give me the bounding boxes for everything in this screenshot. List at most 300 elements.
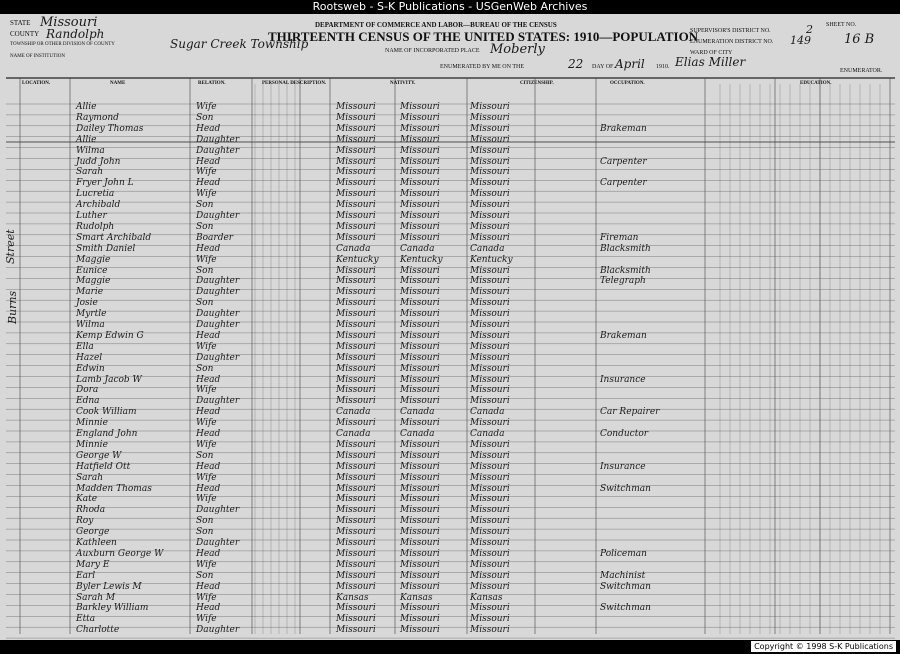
father-birthplace: Missouri (400, 570, 440, 581)
birthplace: Missouri (336, 538, 376, 548)
enumerated-label: ENUMERATED BY ME ON THE (440, 64, 524, 70)
father-birthplace: Missouri (400, 559, 440, 570)
township-label: TOWNSHIP OR OTHER DIVISION OF COUNTY (10, 42, 115, 47)
relation: Head (196, 123, 221, 134)
birthplace: Canada (336, 243, 371, 254)
occupation: Car Repairer (600, 407, 660, 418)
mother-birthplace: Missouri (470, 167, 510, 178)
occupation: Switchman (600, 581, 651, 592)
mother-birthplace: Missouri (470, 123, 510, 134)
birthplace: Missouri (336, 145, 376, 156)
relation: Son (196, 363, 214, 374)
census-grid (0, 14, 900, 640)
mother-birthplace: Missouri (470, 494, 510, 505)
person-name: Fryer John L (76, 178, 134, 189)
mother-birthplace: Missouri (470, 265, 510, 276)
father-birthplace: Missouri (400, 516, 440, 527)
mother-birthplace: Missouri (470, 330, 510, 341)
occupation: Blacksmith (600, 265, 651, 276)
relation: Wife (196, 559, 217, 570)
father-birthplace: Missouri (400, 265, 440, 276)
birthplace: Missouri (336, 287, 376, 298)
person-name: George (76, 527, 110, 538)
mother-birthplace: Missouri (470, 505, 510, 516)
father-birthplace: Missouri (400, 112, 440, 123)
person-name: Dora (76, 385, 99, 396)
person-name: Sarah (76, 472, 103, 483)
mother-birthplace: Missouri (470, 298, 510, 309)
mother-birthplace: Missouri (470, 439, 510, 450)
father-birthplace: Missouri (400, 232, 440, 243)
person-name: Allie (76, 134, 97, 145)
sheet-label: SHEET NO. (826, 22, 857, 28)
father-birthplace: Missouri (400, 418, 440, 429)
mother-birthplace: Missouri (470, 461, 510, 472)
relation: Head (196, 603, 221, 614)
mother-birthplace: Missouri (470, 352, 510, 363)
person-name: Marie (76, 287, 104, 298)
mother-birthplace: Missouri (470, 581, 510, 592)
relation: Wife (196, 418, 217, 429)
relation: Head (196, 330, 221, 341)
relation: Boarder (196, 232, 234, 243)
incorporated-place-value: Moberly (490, 42, 545, 57)
occupation: Conductor (600, 429, 649, 439)
relation: Daughter (196, 352, 240, 363)
relation: Head (196, 461, 221, 472)
relation: Wife (196, 592, 217, 603)
birthplace: Missouri (336, 559, 376, 570)
person-name: Lucretia (76, 189, 115, 200)
birthplace: Missouri (336, 156, 376, 167)
mother-birthplace: Missouri (470, 559, 510, 570)
birthplace: Missouri (336, 548, 376, 559)
mother-birthplace: Missouri (470, 211, 510, 221)
father-birthplace: Missouri (400, 200, 440, 211)
birthplace: Missouri (336, 320, 376, 330)
relation: Son (196, 527, 214, 538)
mother-birthplace: Missouri (470, 527, 510, 538)
relation: Son (196, 570, 214, 581)
father-birthplace: Missouri (400, 330, 440, 341)
department-line: DEPARTMENT OF COMMERCE AND LABOR—BUREAU OF THE CENSUS (315, 21, 557, 29)
birthplace: Missouri (336, 439, 376, 450)
father-birthplace: Missouri (400, 298, 440, 309)
mother-birthplace: Missouri (470, 396, 510, 407)
mother-birthplace: Missouri (470, 178, 510, 189)
copyright-notice: Copyright © 1998 S-K Publications (751, 641, 896, 652)
birthplace: Missouri (336, 625, 376, 636)
county-value: Randolph (46, 27, 105, 41)
mother-birthplace: Missouri (470, 320, 510, 330)
birthplace: Missouri (336, 418, 376, 429)
occupation: Insurance (600, 461, 646, 472)
father-birthplace: Missouri (400, 363, 440, 374)
father-birthplace: Missouri (400, 439, 440, 450)
column-header: NAME (110, 81, 126, 86)
relation: Daughter (196, 625, 240, 636)
mother-birthplace: Missouri (470, 156, 510, 167)
person-name: Luther (76, 211, 107, 221)
mother-birthplace: Missouri (470, 570, 510, 581)
person-name: Barkley William (76, 603, 149, 614)
mother-birthplace: Missouri (470, 309, 510, 320)
relation: Daughter (196, 287, 240, 298)
birthplace: Missouri (336, 112, 376, 123)
birthplace: Canada (336, 429, 371, 439)
person-name: Kate (76, 494, 98, 505)
person-name: England John (76, 429, 138, 439)
father-birthplace: Canada (400, 407, 435, 418)
ward-label: WARD OF CITY (690, 50, 733, 56)
column-header: EDUCATION. (800, 81, 832, 86)
father-birthplace: Missouri (400, 614, 440, 625)
relation: Head (196, 374, 221, 385)
father-birthplace: Missouri (400, 603, 440, 614)
mother-birthplace: Missouri (470, 276, 510, 287)
mother-birthplace: Missouri (470, 145, 510, 156)
day-of-label: DAY OF (592, 64, 614, 70)
father-birthplace: Missouri (400, 102, 440, 112)
father-birthplace: Missouri (400, 385, 440, 396)
mother-birthplace: Missouri (470, 516, 510, 527)
birthplace: Missouri (336, 352, 376, 363)
person-name: Judd John (76, 156, 121, 167)
person-name: Wilma (76, 320, 105, 330)
mother-birthplace: Missouri (470, 548, 510, 559)
father-birthplace: Missouri (400, 309, 440, 320)
relation: Wife (196, 439, 217, 450)
mother-birthplace: Missouri (470, 363, 510, 374)
father-birthplace: Missouri (400, 374, 440, 385)
column-header: LOCATION. (22, 81, 51, 86)
person-name: Rhoda (76, 505, 106, 516)
person-name: Minnie (76, 418, 108, 429)
occupation: Blacksmith (600, 243, 651, 254)
father-birthplace: Missouri (400, 123, 440, 134)
father-birthplace: Missouri (400, 450, 440, 461)
birthplace: Missouri (336, 396, 376, 407)
mother-birthplace: Kansas (470, 592, 503, 603)
mother-birthplace: Missouri (470, 287, 510, 298)
person-name: Madden Thomas (76, 483, 152, 494)
father-birthplace: Missouri (400, 287, 440, 298)
birthplace: Missouri (336, 211, 376, 221)
person-name: Myrtle (76, 309, 107, 320)
occupation: Carpenter (600, 156, 647, 167)
mother-birthplace: Missouri (470, 374, 510, 385)
census-sheet-image (0, 14, 900, 640)
person-name: Raymond (76, 112, 119, 123)
column-header: OCCUPATION. (610, 81, 645, 86)
birthplace: Missouri (336, 298, 376, 309)
birthplace: Missouri (336, 221, 376, 232)
birthplace: Missouri (336, 483, 376, 494)
father-birthplace: Missouri (400, 483, 440, 494)
mother-birthplace: Missouri (470, 483, 510, 494)
relation: Son (196, 112, 214, 123)
father-birthplace: Missouri (400, 178, 440, 189)
column-header: NATIVITY. (390, 81, 416, 86)
relation: Wife (196, 472, 217, 483)
birthplace: Missouri (336, 374, 376, 385)
mother-birthplace: Missouri (470, 200, 510, 211)
father-birthplace: Missouri (400, 625, 440, 636)
person-name: Edwin (76, 363, 105, 374)
relation: Daughter (196, 145, 240, 156)
father-birthplace: Canada (400, 243, 435, 254)
person-name: Hatfield Ott (76, 461, 131, 472)
relation: Daughter (196, 538, 240, 548)
mother-birthplace: Missouri (470, 603, 510, 614)
father-birthplace: Missouri (400, 396, 440, 407)
mother-birthplace: Missouri (470, 112, 510, 123)
mother-birthplace: Missouri (470, 614, 510, 625)
census-title: THIRTEENTH CENSUS OF THE UNITED STATES: 1910—POPULATION (268, 29, 699, 44)
person-name: Eunice (76, 265, 108, 276)
township-value: Sugar Creek Township (170, 37, 309, 51)
birthplace: Missouri (336, 363, 376, 374)
father-birthplace: Missouri (400, 145, 440, 156)
father-birthplace: Missouri (400, 320, 440, 330)
person-name: Maggie (76, 276, 111, 287)
father-birthplace: Missouri (400, 352, 440, 363)
birthplace: Missouri (336, 450, 376, 461)
person-name: Kathleen (76, 538, 117, 548)
relation: Wife (196, 189, 217, 200)
father-birthplace: Missouri (400, 461, 440, 472)
birthplace: Missouri (336, 123, 376, 134)
mother-birthplace: Kentucky (470, 254, 513, 265)
relation: Head (196, 581, 221, 592)
father-birthplace: Missouri (400, 276, 440, 287)
person-name: Mary E (76, 559, 110, 570)
father-birthplace: Missouri (400, 505, 440, 516)
person-name: Roy (76, 516, 94, 527)
father-birthplace: Missouri (400, 341, 440, 352)
incorporated-place-label: NAME OF INCORPORATED PLACE (385, 48, 480, 54)
birthplace: Canada (336, 407, 371, 418)
father-birthplace: Missouri (400, 189, 440, 200)
father-birthplace: Kentucky (400, 254, 443, 265)
father-birthplace: Missouri (400, 134, 440, 145)
father-birthplace: Missouri (400, 156, 440, 167)
relation: Head (196, 156, 221, 167)
mother-birthplace: Missouri (470, 102, 510, 112)
relation: Daughter (196, 320, 240, 330)
state-label: STATE (10, 19, 31, 27)
mother-birthplace: Missouri (470, 134, 510, 145)
person-name: Edna (76, 396, 100, 407)
enumerator-signature: Elias Miller (675, 55, 746, 69)
relation: Wife (196, 102, 217, 112)
relation: Son (196, 221, 214, 232)
sheet-value: 16 B (844, 32, 875, 47)
relation: Son (196, 200, 214, 211)
relation: Wife (196, 341, 217, 352)
birthplace: Missouri (336, 527, 376, 538)
birthplace: Missouri (336, 200, 376, 211)
relation: Daughter (196, 134, 240, 145)
person-name: Sarah (76, 167, 103, 178)
person-name: Etta (76, 614, 96, 625)
birthplace: Missouri (336, 232, 376, 243)
person-name: Cook William (76, 407, 137, 418)
mother-birthplace: Missouri (470, 625, 510, 636)
person-name: Dailey Thomas (76, 123, 144, 134)
father-birthplace: Canada (400, 429, 435, 439)
person-name: Sarah M (76, 592, 116, 603)
occupation: Carpenter (600, 178, 647, 189)
relation: Son (196, 298, 214, 309)
mother-birthplace: Canada (470, 429, 505, 439)
relation: Daughter (196, 396, 240, 407)
occupation: Telegraph (600, 276, 646, 287)
relation: Daughter (196, 309, 240, 320)
enumerated-day: 22 (568, 57, 584, 71)
birthplace: Missouri (336, 516, 376, 527)
person-name: Auxburn George W (76, 548, 164, 559)
birthplace: Missouri (336, 265, 376, 276)
institution-label: NAME OF INSTITUTION (10, 54, 65, 59)
person-name: Rudolph (76, 221, 115, 232)
relation: Head (196, 243, 221, 254)
birthplace: Missouri (336, 570, 376, 581)
county-label: COUNTY (10, 30, 40, 38)
relation: Son (196, 450, 214, 461)
birthplace: Missouri (336, 603, 376, 614)
birthplace: Missouri (336, 178, 376, 189)
person-name: Kemp Edwin G (76, 330, 144, 341)
side-note-burns: Burns (6, 290, 19, 324)
relation: Head (196, 429, 221, 439)
occupation: Switchman (600, 603, 651, 614)
relation: Wife (196, 385, 217, 396)
person-name: George W (76, 450, 122, 461)
person-name: Smart Archibald (76, 232, 152, 243)
mother-birthplace: Missouri (470, 418, 510, 429)
enumeration-value: 149 (790, 34, 811, 47)
mother-birthplace: Canada (470, 407, 505, 418)
birthplace: Missouri (336, 102, 376, 112)
mother-birthplace: Missouri (470, 472, 510, 483)
side-note-street: Street (4, 229, 17, 264)
birthplace: Missouri (336, 614, 376, 625)
father-birthplace: Missouri (400, 167, 440, 178)
relation: Head (196, 407, 221, 418)
birthplace: Missouri (336, 341, 376, 352)
father-birthplace: Missouri (400, 221, 440, 232)
person-name: Allie (76, 102, 97, 112)
person-name: Charlotte (76, 625, 120, 636)
person-name: Maggie (76, 254, 111, 265)
occupation: Insurance (600, 374, 646, 385)
birthplace: Missouri (336, 167, 376, 178)
father-birthplace: Missouri (400, 538, 440, 548)
birthplace: Missouri (336, 581, 376, 592)
birthplace: Missouri (336, 276, 376, 287)
person-name: Hazel (76, 352, 103, 363)
mother-birthplace: Missouri (470, 450, 510, 461)
supervisor-label: SUPERVISOR'S DISTRICT NO. (690, 28, 771, 34)
relation: Head (196, 178, 221, 189)
person-name: Minnie (76, 439, 108, 450)
father-birthplace: Missouri (400, 472, 440, 483)
occupation: Brakeman (600, 330, 647, 341)
footer-bar (0, 640, 900, 654)
column-header: PERSONAL DESCRIPTION. (262, 81, 327, 86)
birthplace: Missouri (336, 385, 376, 396)
person-name: Byler Lewis M (76, 581, 142, 592)
relation: Son (196, 516, 214, 527)
relation: Daughter (196, 505, 240, 516)
birthplace: Missouri (336, 472, 376, 483)
occupation: Fireman (600, 232, 639, 243)
enumeration-label: ENUMERATION DISTRICT NO. (690, 39, 774, 45)
father-birthplace: Kansas (400, 592, 433, 603)
father-birthplace: Missouri (400, 581, 440, 592)
person-name: Ella (76, 341, 94, 352)
birthplace: Kansas (336, 592, 369, 603)
father-birthplace: Missouri (400, 494, 440, 505)
relation: Wife (196, 494, 217, 505)
enumerated-month: April (615, 57, 645, 71)
column-header: RELATION. (198, 81, 226, 86)
person-name: Smith Daniel (76, 243, 136, 254)
mother-birthplace: Missouri (470, 232, 510, 243)
enumerator-label: ENUMERATOR. (840, 68, 883, 74)
person-name: Earl (76, 570, 96, 581)
window-title: Rootsweb - S-K Publications - USGenWeb Archives (0, 0, 900, 14)
year-label: 1910. (656, 64, 670, 70)
birthplace: Missouri (336, 189, 376, 200)
relation: Wife (196, 254, 217, 265)
birthplace: Missouri (336, 461, 376, 472)
mother-birthplace: Missouri (470, 221, 510, 232)
supervisor-value: 2 (806, 23, 813, 36)
relation: Daughter (196, 211, 240, 221)
person-name: Wilma (76, 145, 105, 156)
state-value: Missouri (40, 15, 98, 30)
mother-birthplace: Missouri (470, 341, 510, 352)
relation: Head (196, 548, 221, 559)
birthplace: Missouri (336, 494, 376, 505)
birthplace: Kentucky (336, 254, 379, 265)
occupation: Policeman (600, 548, 647, 559)
occupation: Brakeman (600, 123, 647, 134)
person-name: Josie (76, 298, 98, 309)
column-header: CITIZENSHIP. (520, 81, 554, 86)
father-birthplace: Missouri (400, 211, 440, 221)
relation: Head (196, 483, 221, 494)
birthplace: Missouri (336, 134, 376, 145)
birthplace: Missouri (336, 309, 376, 320)
occupation: Switchman (600, 483, 651, 494)
mother-birthplace: Missouri (470, 385, 510, 396)
relation: Wife (196, 614, 217, 625)
person-name: Lamb Jacob W (76, 374, 142, 385)
father-birthplace: Missouri (400, 527, 440, 538)
father-birthplace: Missouri (400, 548, 440, 559)
birthplace: Missouri (336, 330, 376, 341)
relation: Daughter (196, 276, 240, 287)
mother-birthplace: Canada (470, 243, 505, 254)
mother-birthplace: Missouri (470, 538, 510, 548)
birthplace: Missouri (336, 505, 376, 516)
person-name: Archibald (76, 200, 121, 211)
mother-birthplace: Missouri (470, 189, 510, 200)
relation: Wife (196, 167, 217, 178)
